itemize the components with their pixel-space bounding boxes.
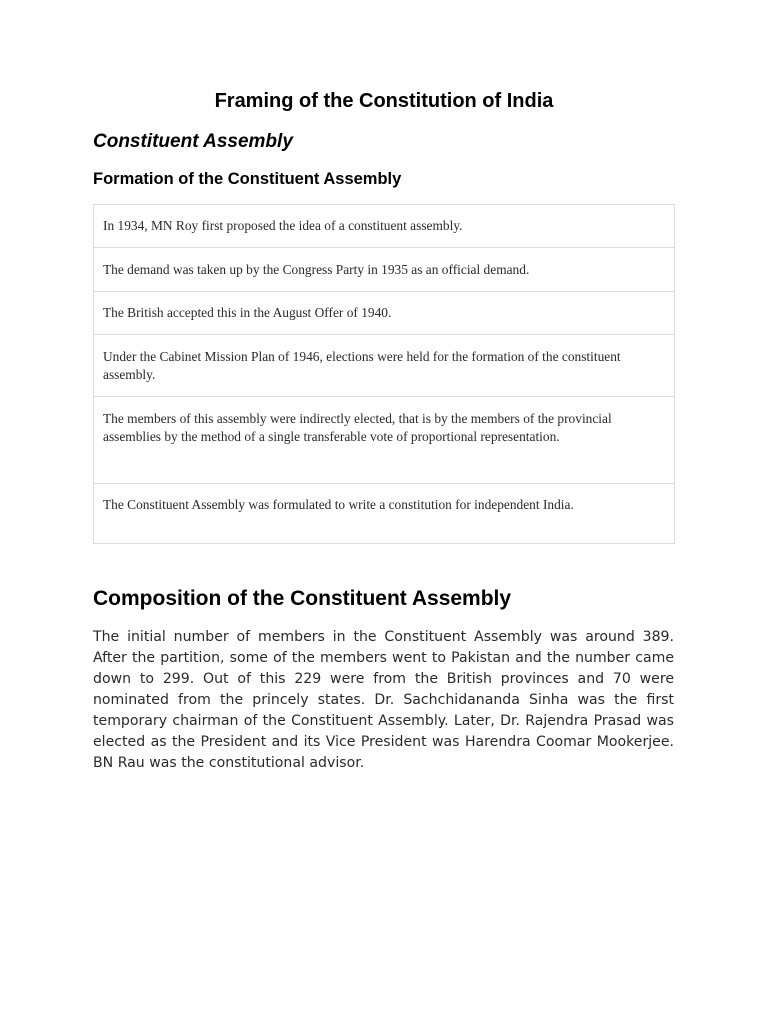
table-cell: Under the Cabinet Mission Plan of 1946, elections were held for the formation of the constituent assembly. bbox=[94, 335, 675, 397]
table-row bbox=[94, 397, 675, 484]
table-cell: The British accepted this in the August Offer of 1940. bbox=[94, 292, 675, 335]
table-row bbox=[94, 335, 675, 397]
table-row bbox=[94, 205, 675, 248]
table-cell: The Constituent Assembly was formulated to write a constitution for independent India. bbox=[94, 484, 675, 544]
table-cell: The members of this assembly were indirectly elected, that is by the members of the provincial assemblies by the method of a single transferable vote of proportional representation. bbox=[94, 397, 675, 484]
table-row bbox=[94, 292, 675, 335]
table-row bbox=[94, 248, 675, 292]
composition-paragraph: The initial number of members in the Constituent Assembly was around 389. After the partition, some of the members went to Pakistan and the number came down to 299. Out of this 229 were from the British provinces and 70 were nominated from the princely states. Dr. Sachchidananda Sinha was the first temporary chairman of the Constituent Assembly. Later, Dr. Rajendra Prasad was elected as the President and its Vice President was Harendra Coomar Mookerjee. BN Rau was the constitutional advisor. bbox=[93, 629, 674, 771]
formation-heading: Formation of the Constituent Assembly bbox=[93, 170, 402, 188]
table-cell: The demand was taken up by the Congress Party in 1935 as an official demand. bbox=[94, 248, 675, 292]
composition-heading: Composition of the Constituent Assembly bbox=[93, 587, 512, 610]
table-cell: In 1934, MN Roy first proposed the idea of a constituent assembly. bbox=[94, 205, 675, 248]
table-row bbox=[94, 484, 675, 544]
page-title: Framing of the Constitution of India bbox=[214, 90, 554, 112]
section-title: Constituent Assembly bbox=[93, 131, 293, 152]
formation-table bbox=[93, 204, 675, 544]
